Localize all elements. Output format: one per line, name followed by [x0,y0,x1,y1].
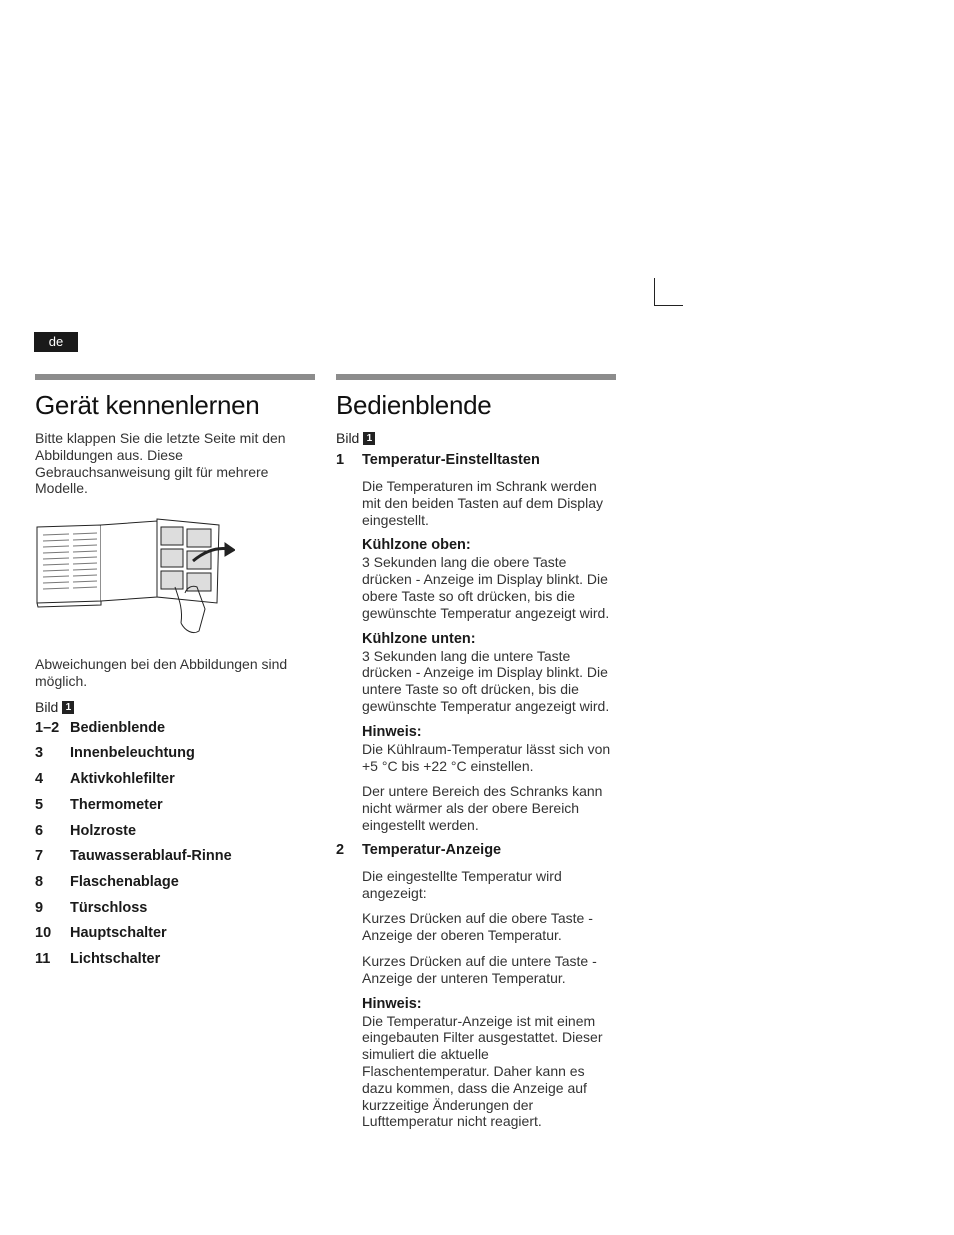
legend-item [35,823,315,849]
deviation-note: Abweichungen bei den Abbildungen sind möglich. [35,656,288,689]
legend-item [35,720,315,746]
legend-number: 8 [35,873,44,890]
parts-legend [35,720,315,977]
legend-number: 6 [35,822,44,839]
section-title: Gerät kennenlernen [35,390,260,420]
hint-text: Die Kühlraum-Temperatur lässt sich von +5 °C bis +22 °C einstellen. [362,740,611,774]
legend-item [35,900,315,926]
item-number: 2 [336,841,345,858]
legend-label: Tauwasserablauf-Rinne [70,848,232,865]
upper-zone-title: Kühlzone oben: [362,537,471,554]
section-rule [35,374,315,380]
hint-title: Hinweis: [362,723,422,740]
item-title: Temperatur-Einstelltasten [362,452,540,468]
section-rule [336,374,616,380]
item-description: Die Temperaturen im Schrank werden mit den beiden Tasten auf dem Display eingestellt. [362,478,603,528]
legend-label: Innenbeleuchtung [70,745,195,762]
hint-text-2: Der untere Bereich des Schranks kann nicht wärmer als der obere Bereich eingestellt werden. [362,783,603,833]
legend-label: Hauptschalter [70,925,167,942]
crop-mark [654,278,683,306]
legend-item [35,925,315,951]
legend-label: Holzroste [70,822,137,839]
legend-number: 9 [35,899,44,916]
item-title: Temperatur-Anzeige [362,841,502,858]
item-number: 1 [336,452,345,468]
intro-text: Bitte klappen Sie die letzte Seite mit den Abbildungen aus. Diese Gebrauchsanweisung gilt für mehrere Modelle. [35,430,286,497]
legend-number: 1–2 [35,719,60,736]
legend-number: 3 [35,745,44,762]
figure-reference [35,699,315,716]
section-geraet-kennenlernen [35,374,315,977]
legend-label: Bedienblende [70,719,166,736]
legend-number: 10 [35,925,52,942]
lower-press-text: Kurzes Drücken auf die untere Taste - Anzeige der unteren Temperatur. [362,952,597,986]
legend-number: 7 [35,848,44,865]
legend-number: 4 [35,771,44,788]
legend-label: Türschloss [70,899,148,916]
legend-label: Flaschenablage [70,873,179,890]
fold-out-page-illustration [35,513,235,639]
figure-reference [336,430,618,447]
legend-number: 11 [35,950,51,967]
section-bedienblende [336,374,618,1130]
item-description: Die eingestellte Temperatur wird angezeigt: [362,867,562,901]
upper-zone-text: 3 Sekunden lang die obere Taste drücken - Anzeige im Display blinkt. Die obere Taste so oft drücken, bis die gewünschte Temperatur angezeigt wird. [362,554,610,621]
legend-number: 5 [35,796,44,813]
figure-label: Bild [35,698,59,715]
section-title: Bedienblende [336,390,492,420]
legend-item [35,771,315,797]
legend-label: Thermometer [70,796,163,813]
item-temperature-buttons [336,452,618,469]
legend-item [35,951,315,977]
figure-number-box: 1 [62,701,74,714]
legend-label: Aktivkohlefilter [70,771,175,788]
legend-item [35,874,315,900]
figure-label: Bild [336,430,360,446]
figure-number-box: 1 [363,432,375,445]
lower-zone-title: Kühlzone unten: [362,630,476,647]
hint-title: Hinweis: [362,995,422,1012]
legend-label: Lichtschalter [70,950,161,967]
language-badge: de [34,332,78,352]
legend-item [35,848,315,874]
upper-press-text: Kurzes Drücken auf die obere Taste - Anzeige der oberen Temperatur. [362,910,593,944]
legend-item [35,745,315,771]
legend-item [35,797,315,823]
hint-text: Die Temperatur-Anzeige ist mit einem eingebauten Filter ausgestattet. Dieser simuliert die aktuelle Flaschentemperatur. Daher kann es dazu kommen, dass die Anzeige auf kurzzeitige Änderungen der Lufttemperatur nicht reagiert. [362,1012,603,1130]
item-temperature-display [336,842,618,859]
lower-zone-text: 3 Sekunden lang die untere Taste drücken - Anzeige im Display blinkt. Die untere Taste so oft drücken, bis die gewünschte Temperatur angezeigt wird. [362,647,610,714]
